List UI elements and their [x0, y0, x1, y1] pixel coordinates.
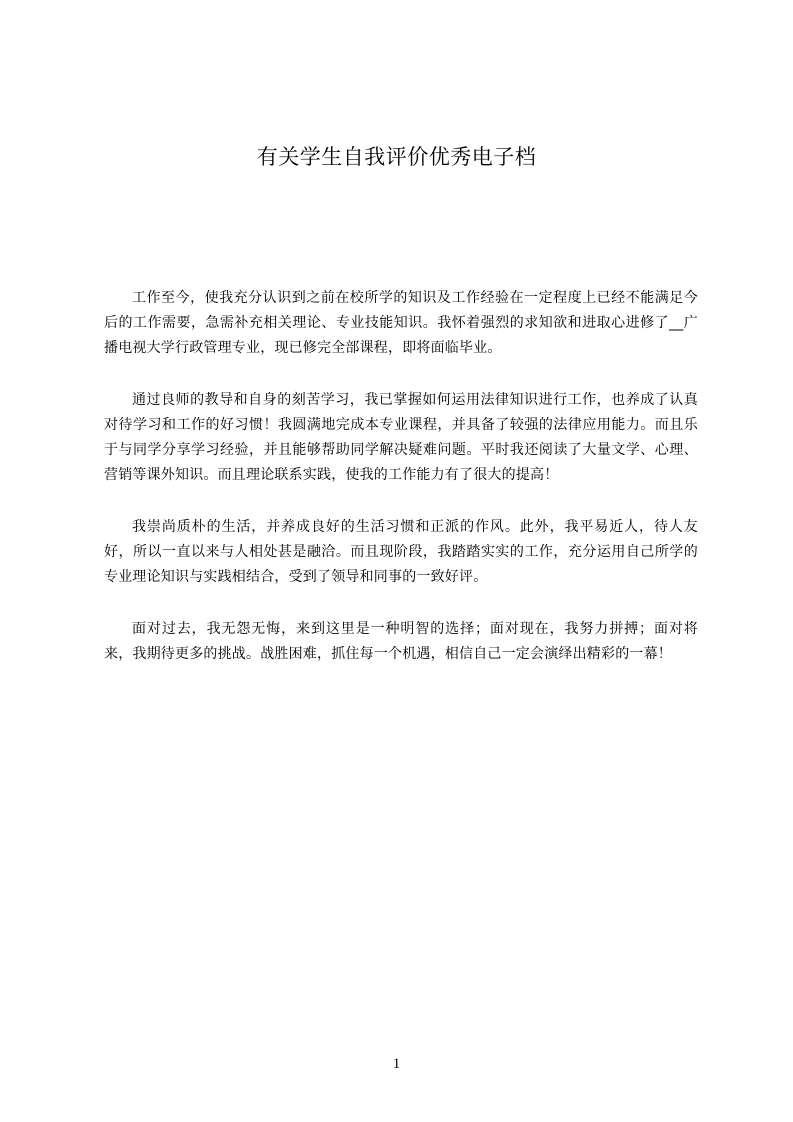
paragraph-1: 工作至今，使我充分认识到之前在校所学的知识及工作经验在一定程度上已经不能满足今后的工作需要，急需补充相关理论、专业技能知识。我怀着强烈的求知欲和进取心进修了__广播电视大学行政管理专业，现已修完全部课程，即将面临毕业。	[104, 290, 698, 356]
document-title: 有关学生自我评价优秀电子档	[256, 145, 537, 169]
document-body	[104, 286, 698, 694]
paragraph-2: 通过良师的教导和自身的刻苦学习，我已掌握如何运用法律知识进行工作，也养成了认真对待学习和工作的好习惯！我圆满地完成本专业课程，并具备了较强的法律应用能力。而且乐于与同学分享学习经验，并且能够帮助同学解决疑难问题。平时我还阅读了大量文学、心理、营销等课外知识。而且理论联系实践，使我的工作能力有了很大的提高！	[104, 392, 698, 483]
paragraph-3: 我崇尚质朴的生活，并养成良好的生活习惯和正派的作风。此外，我平易近人，待人友好，所以一直以来与人相处甚是融洽。而且现阶段，我踏踏实实的工作，充分运用自己所学的专业理论知识与实践相结合，受到了领导和同事的一致好评。	[104, 519, 698, 585]
paragraph-4: 面对过去，我无怨无悔，来到这里是一种明智的选择；面对现在，我努力拼搏；面对将来，我期待更多的挑战。战胜困难，抓住每一个机遇，相信自己一定会演绎出精彩的一幕！	[104, 621, 698, 662]
page-number: 1	[392, 1056, 401, 1072]
